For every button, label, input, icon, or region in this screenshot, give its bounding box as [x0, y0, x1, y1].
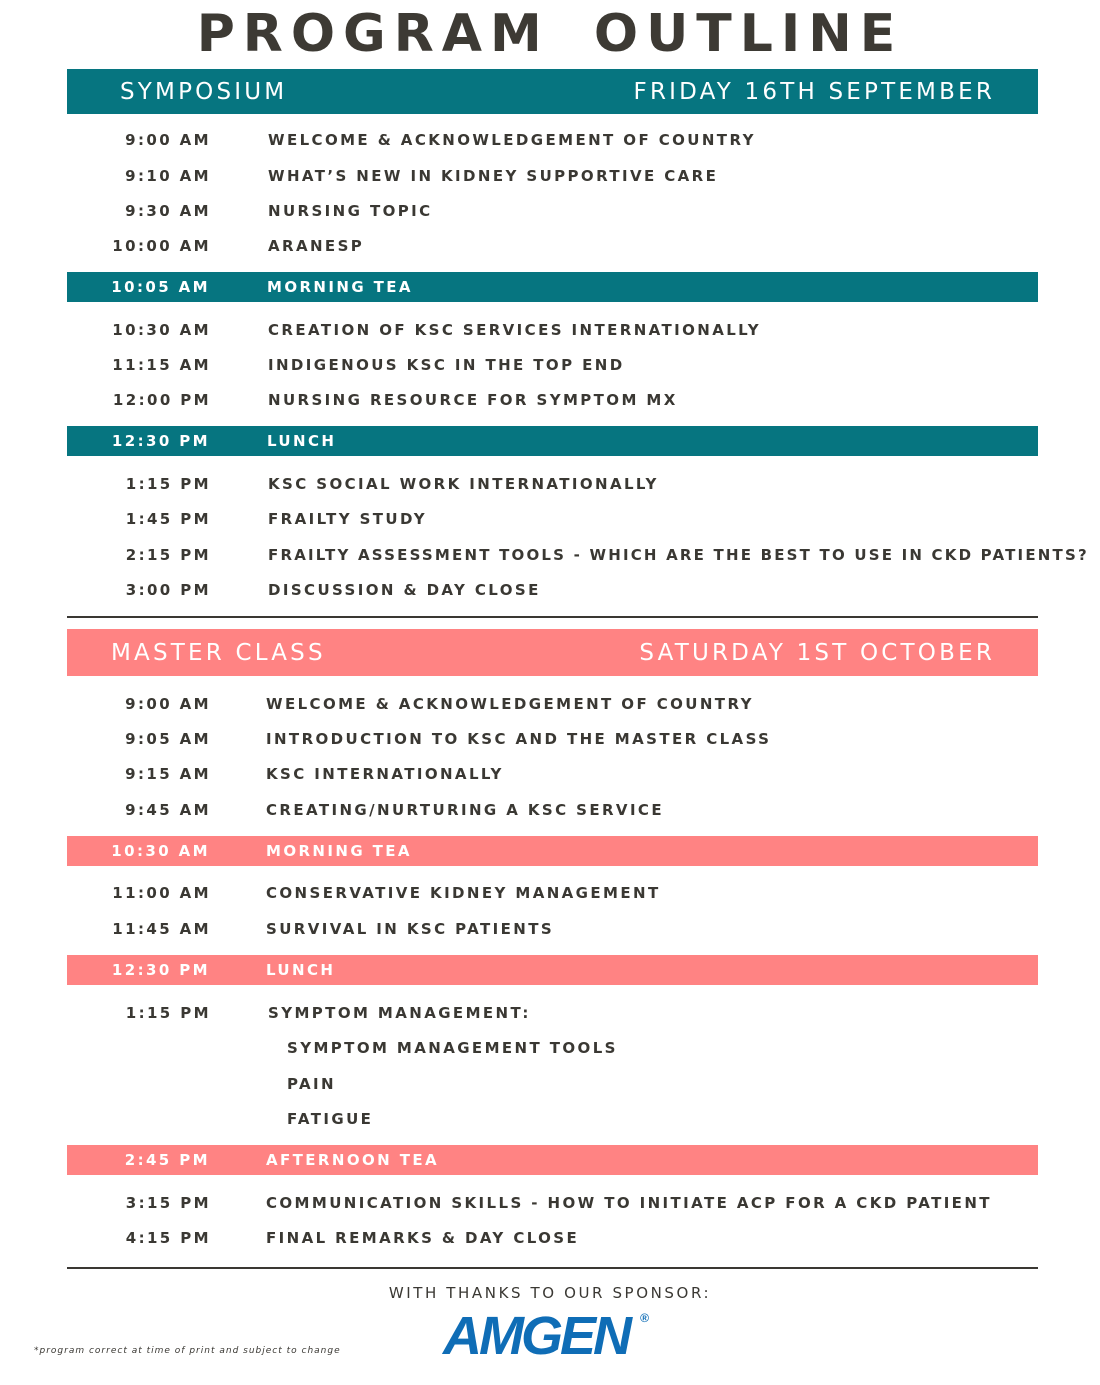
row-item: SYMPTOM MANAGEMENT: [268, 1004, 531, 1022]
schedule-row [0, 689, 1100, 719]
row-time: 9:05 AM [125, 730, 211, 748]
page-title: PROGRAM OUTLINE [196, 4, 904, 64]
section-divider [67, 616, 1038, 618]
row-time: 9:45 AM [125, 801, 211, 819]
row-item: FINAL REMARKS & DAY CLOSE [266, 1229, 580, 1247]
row-item: CONSERVATIVE KIDNEY MANAGEMENT [266, 884, 661, 902]
row-item: SURVIVAL IN KSC PATIENTS [266, 920, 555, 938]
footnote: *program correct at time of print and subject to change [34, 1346, 341, 1356]
schedule-row [0, 759, 1100, 789]
break-row-afternoon-tea [67, 1145, 1038, 1175]
row-item: PAIN [287, 1075, 336, 1093]
schedule-row [0, 540, 1100, 570]
row-item: INTRODUCTION TO KSC AND THE MASTER CLASS [266, 730, 772, 748]
row-item: COMMUNICATION SKILLS - HOW TO INITIATE ACP FOR A CKD PATIENT [266, 1194, 992, 1212]
row-item: MORNING TEA [266, 842, 412, 860]
row-time: 1:15 PM [125, 1004, 211, 1022]
row-item: KSC SOCIAL WORK INTERNATIONALLY [268, 475, 659, 493]
row-item: INDIGENOUS KSC IN THE TOP END [268, 356, 625, 374]
row-item: FRAILTY ASSESSMENT TOOLS - WHICH ARE THE BEST TO USE IN CKD PATIENTS? [268, 546, 1089, 564]
schedule-row [0, 575, 1100, 605]
schedule-row [0, 315, 1100, 345]
masterclass-banner [67, 629, 1038, 676]
row-time: 9:30 AM [125, 202, 211, 220]
masterclass-date: SATURDAY 1ST OCTOBER [639, 639, 995, 666]
schedule-row [0, 196, 1100, 226]
schedule-row [0, 161, 1100, 191]
sponsor-thanks: WITH THANKS TO OUR SPONSOR: [388, 1284, 712, 1302]
schedule-subitem [0, 1104, 1100, 1134]
registered-mark: ® [640, 1311, 649, 1325]
row-time: 10:30 AM [112, 321, 211, 339]
row-item: KSC INTERNATIONALLY [266, 765, 504, 783]
schedule-row [0, 795, 1100, 825]
masterclass-label: MASTER CLASS [111, 639, 326, 666]
row-time: 2:15 PM [125, 546, 211, 564]
row-time: 12:30 PM [111, 961, 210, 979]
section-divider [67, 1267, 1038, 1269]
schedule-row [0, 1188, 1100, 1218]
symposium-date: FRIDAY 16TH SEPTEMBER [633, 78, 995, 105]
schedule-subitem [0, 1069, 1100, 1099]
row-item: LUNCH [266, 961, 336, 979]
row-item: CREATING/NURTURING A KSC SERVICE [266, 801, 664, 819]
row-time: 9:00 AM [125, 131, 211, 149]
row-time: 4:15 PM [125, 1229, 211, 1247]
symposium-label: SYMPOSIUM [120, 78, 288, 105]
break-row-lunch [67, 426, 1038, 456]
row-time: 10:00 AM [112, 237, 211, 255]
schedule-row [0, 504, 1100, 534]
schedule-row [0, 469, 1100, 499]
break-row-morning-tea [67, 836, 1038, 866]
schedule-row [0, 1223, 1100, 1253]
row-time: 9:10 AM [125, 167, 211, 185]
row-item: AFTERNOON TEA [266, 1151, 440, 1169]
row-time: 11:15 AM [112, 356, 211, 374]
schedule-row [0, 350, 1100, 380]
row-time: 12:00 PM [112, 391, 211, 409]
row-item: DISCUSSION & DAY CLOSE [268, 581, 541, 599]
schedule-row [0, 878, 1100, 908]
row-time: 3:00 PM [125, 581, 211, 599]
row-item: WELCOME & ACKNOWLEDGEMENT OF COUNTRY [266, 695, 754, 713]
row-time: 3:15 PM [125, 1194, 211, 1212]
row-time: 12:30 PM [111, 432, 210, 450]
row-item: SYMPTOM MANAGEMENT TOOLS [287, 1039, 618, 1057]
row-item: LUNCH [267, 432, 337, 450]
row-time: 1:45 PM [125, 510, 211, 528]
row-item: FRAILTY STUDY [268, 510, 428, 528]
row-item: MORNING TEA [267, 278, 413, 296]
amgen-logo [443, 1306, 649, 1366]
row-time: 10:05 AM [111, 278, 210, 296]
break-row-lunch [67, 955, 1038, 985]
schedule-subitem [0, 1033, 1100, 1063]
row-time: 9:15 AM [125, 765, 211, 783]
row-time: 11:45 AM [112, 920, 211, 938]
schedule-row [0, 724, 1100, 754]
row-time: 2:45 PM [124, 1151, 210, 1169]
row-item: CREATION OF KSC SERVICES INTERNATIONALLY [268, 321, 762, 339]
row-item: NURSING TOPIC [268, 202, 433, 220]
symposium-banner [67, 69, 1038, 114]
row-item: WELCOME & ACKNOWLEDGEMENT OF COUNTRY [268, 131, 756, 149]
row-item: ARANESP [268, 237, 365, 255]
schedule-row [0, 125, 1100, 155]
schedule-row [0, 914, 1100, 944]
break-row-morning-tea [67, 272, 1038, 302]
row-time: 11:00 AM [112, 884, 211, 902]
row-time: 1:15 PM [125, 475, 211, 493]
schedule-row [0, 231, 1100, 261]
row-item: NURSING RESOURCE FOR SYMPTOM MX [268, 391, 678, 409]
schedule-row [0, 385, 1100, 415]
row-item: WHAT’S NEW IN KIDNEY SUPPORTIVE CARE [268, 167, 719, 185]
row-time: 10:30 AM [111, 842, 210, 860]
logo-text: AMGEN [443, 1306, 629, 1366]
schedule-row [0, 998, 1100, 1028]
row-item: FATIGUE [287, 1110, 374, 1128]
row-time: 9:00 AM [125, 695, 211, 713]
